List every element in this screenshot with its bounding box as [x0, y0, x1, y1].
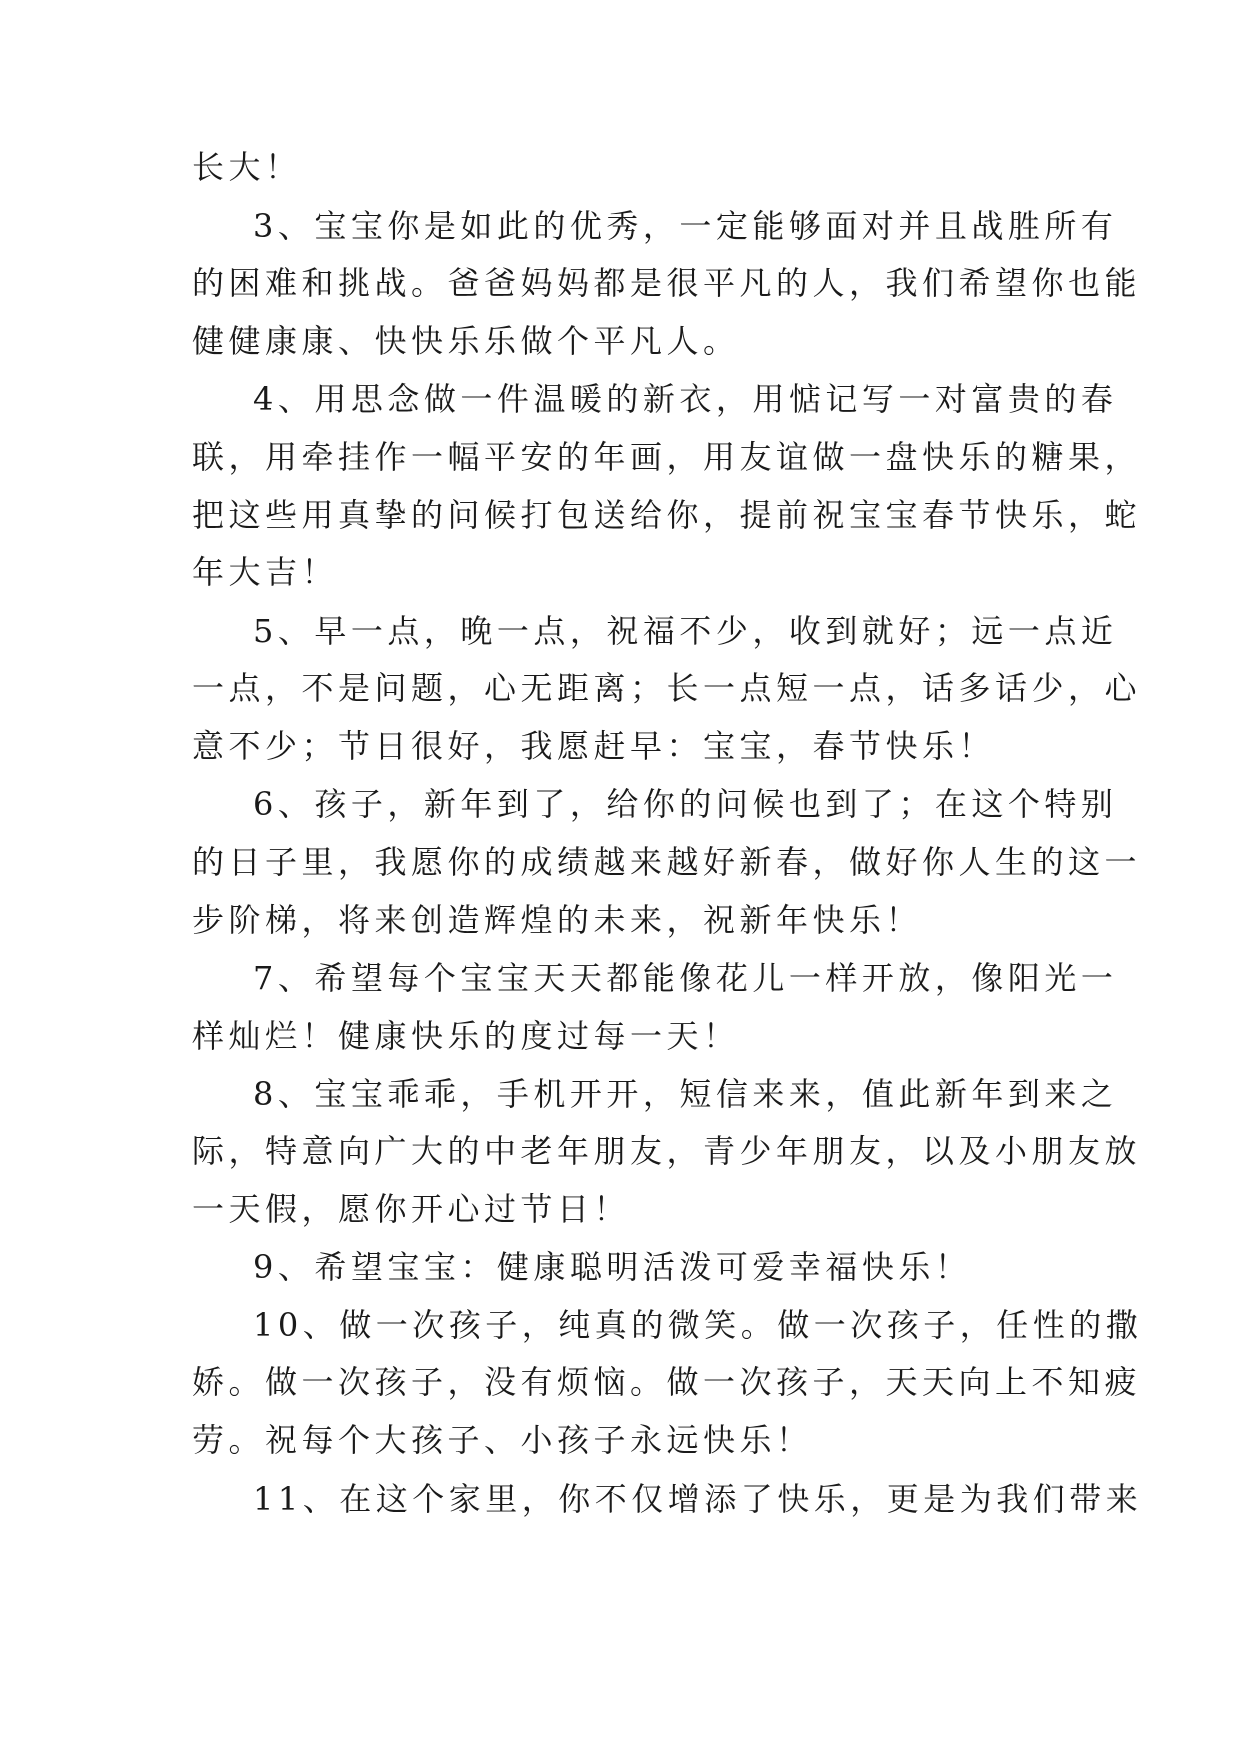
text-line: 长大！: [192, 148, 302, 186]
paragraph-3-line: 3、宝宝你是如此的优秀，一定能够面对并且战胜所有: [253, 207, 1118, 245]
text-line: 的日子里，我愿你的成绩越来越好新春，做好你人生的这一: [192, 843, 1142, 881]
paragraph-7-line: 7、希望每个宝宝天天都能像花儿一样开放，像阳光一: [253, 959, 1118, 997]
text-line: 际，特意向广大的中老年朋友，青少年朋友，以及小朋友放: [192, 1132, 1142, 1170]
text-line: 一点，不是问题，心无距离；长一点短一点，话多话少，心: [192, 669, 1142, 707]
paragraph-4-line: 4、用思念做一件温暖的新衣，用惦记写一对富贵的春: [253, 380, 1118, 418]
paragraph-8-line: 8、宝宝乖乖，手机开开，短信来来，值此新年到来之: [253, 1075, 1118, 1113]
paragraph-9-line: 9、希望宝宝：健康聪明活泼可爱幸福快乐！: [253, 1248, 972, 1286]
text-line: 劳。祝每个大孩子、小孩子永远快乐！: [192, 1421, 813, 1459]
text-line: 样灿烂！健康快乐的度过每一天！: [192, 1017, 740, 1055]
text-line: 步阶梯，将来创造辉煌的未来，祝新年快乐！: [192, 901, 923, 939]
text-line: 健健康康、快快乐乐做个平凡人。: [192, 322, 740, 360]
paragraph-10-line: 10、做一次孩子，纯真的微笑。做一次孩子，任性的撒: [253, 1306, 1143, 1344]
text-line: 年大吉！: [192, 553, 339, 591]
text-line: 联，用牵挂作一幅平安的年画，用友谊做一盘快乐的糖果，: [192, 438, 1142, 476]
paragraph-6-line: 6、孩子，新年到了，给你的问候也到了；在这个特别: [253, 785, 1118, 823]
text-line: 把这些用真挚的问候打包送给你，提前祝宝宝春节快乐，蛇: [192, 496, 1142, 534]
text-line: 娇。做一次孩子，没有烦恼。做一次孩子，天天向上不知疲: [192, 1363, 1142, 1401]
text-line: 一天假，愿你开心过节日！: [192, 1190, 631, 1228]
paragraph-5-line: 5、早一点，晚一点，祝福不少，收到就好；远一点近: [253, 612, 1118, 650]
paragraph-11-line: 11、在这个家里，你不仅增添了快乐，更是为我们带来: [253, 1480, 1143, 1518]
text-line: 意不少；节日很好，我愿赶早：宝宝，春节快乐！: [192, 727, 996, 765]
text-line: 的困难和挑战。爸爸妈妈都是很平凡的人，我们希望你也能: [192, 264, 1142, 302]
